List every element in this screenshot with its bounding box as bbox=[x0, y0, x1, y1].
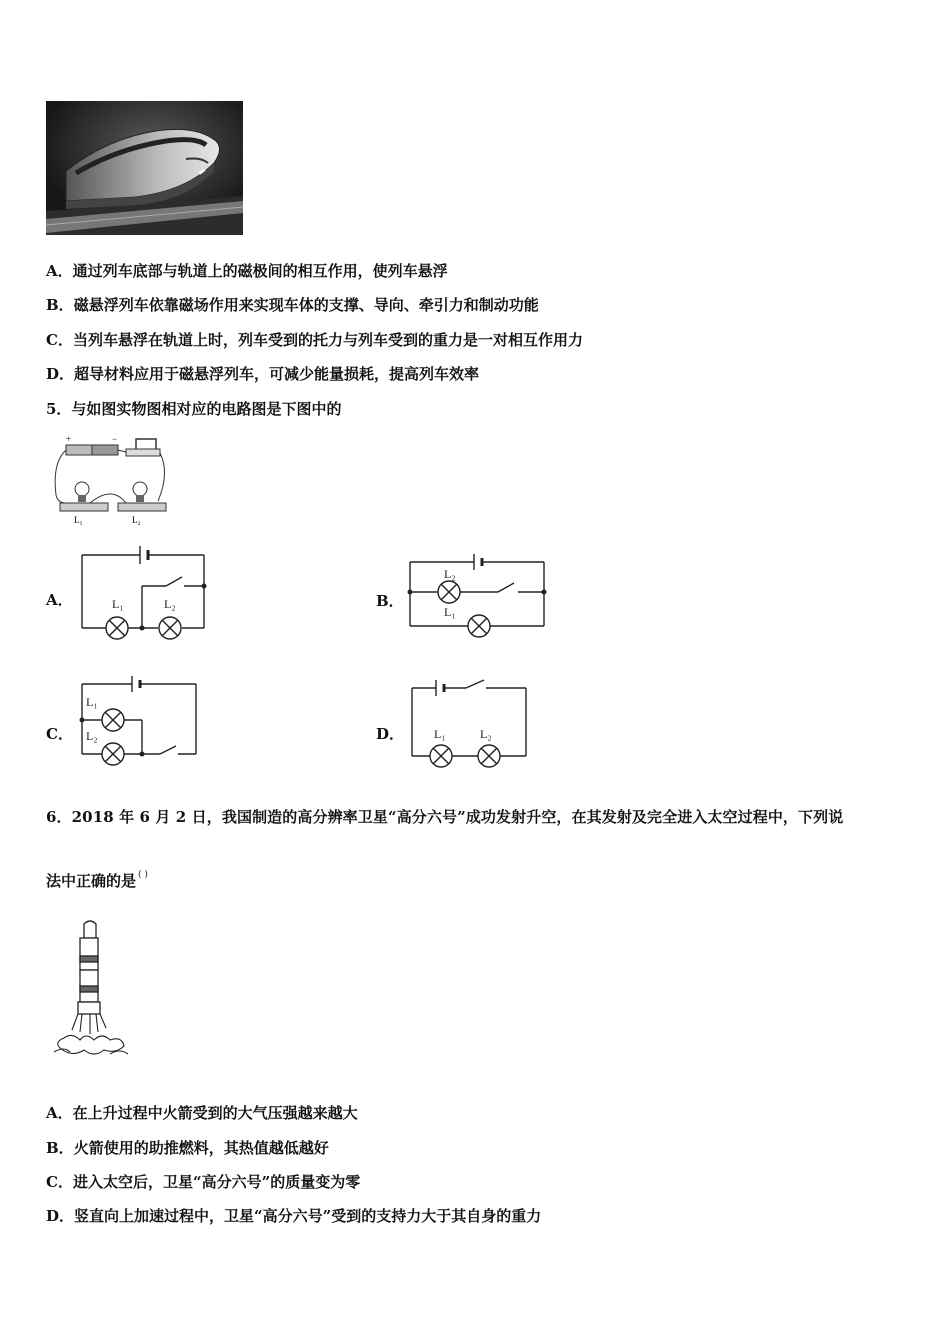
q6-stem-text: 法中正确的是 bbox=[46, 872, 137, 890]
q5-option-a-diagram bbox=[78, 540, 208, 640]
option-letter: D． bbox=[46, 1207, 75, 1225]
q4-option-d bbox=[46, 363, 479, 384]
q4-option-c bbox=[46, 329, 583, 350]
option-letter: C． bbox=[46, 1173, 73, 1191]
option-text: 通过列车底部与轨道上的磁极间的相互作用，使列车悬浮 bbox=[72, 262, 448, 280]
q4-option-b bbox=[46, 294, 539, 315]
option-letter: C． bbox=[46, 331, 73, 349]
q5-option-d-letter: D． bbox=[376, 725, 405, 743]
q5-stem: 5．与如图实物图相对应的电路图是下图中的 bbox=[46, 400, 342, 418]
q5-option-c-diagram bbox=[76, 672, 202, 770]
option-text: 在上升过程中火箭受到的大气压强越来越大 bbox=[72, 1104, 358, 1122]
option-text: 进入太空后，卫星“高分六号”的质量变为零 bbox=[72, 1173, 361, 1191]
option-text: 竖直向上加速过程中，卫星“高分六号”受到的支持力大于其自身的重力 bbox=[74, 1207, 542, 1225]
option-letter: A． bbox=[46, 262, 73, 280]
q6-option-b bbox=[46, 1137, 329, 1158]
option-b-l2-label: L₂ bbox=[444, 567, 456, 581]
battery-plus-label: + bbox=[66, 434, 72, 444]
q6-option-c bbox=[46, 1171, 360, 1192]
q5-option-c-letter: C． bbox=[46, 725, 73, 743]
q6-stem-line2 bbox=[46, 870, 148, 891]
physical-circuit-figure bbox=[52, 433, 170, 527]
physical-l2-label: L₂ bbox=[132, 515, 141, 525]
q5-option-b-letter: B． bbox=[376, 592, 404, 610]
physical-l1-label: L₁ bbox=[74, 515, 83, 525]
option-text: 超导材料应用于磁悬浮列车，可减少能量损耗，提高列车效率 bbox=[74, 365, 480, 383]
option-letter: B． bbox=[46, 1139, 74, 1157]
option-d-l2-label: L₂ bbox=[480, 727, 492, 741]
option-letter: A． bbox=[46, 1104, 73, 1122]
option-letter: B． bbox=[46, 296, 74, 314]
q5-option-b-diagram bbox=[406, 550, 550, 644]
q6-option-a bbox=[46, 1102, 358, 1123]
option-d-l1-label: L₁ bbox=[434, 727, 446, 741]
q6-stem-line1: 6．2018 年 6 月 2 日，我国制造的高分辨率卫星“高分六号”成功发射升空，在其发射及完全进入太空过程中，下列说 bbox=[46, 808, 844, 826]
battery-minus-label: − bbox=[112, 434, 118, 444]
answer-blank-mark: ( ) bbox=[138, 870, 148, 880]
option-c-l2-label: L₂ bbox=[86, 729, 98, 743]
q6-option-d bbox=[46, 1205, 541, 1226]
option-text: 火箭使用的助推燃料，其热值越低越好 bbox=[73, 1139, 329, 1157]
option-a-l1-label: L₁ bbox=[112, 597, 124, 611]
q4-option-a bbox=[46, 260, 448, 281]
q5-option-d-diagram bbox=[406, 676, 532, 772]
q5-option-a-letter: A． bbox=[46, 591, 73, 609]
rocket-figure bbox=[50, 920, 130, 1062]
option-c-l1-label: L₁ bbox=[86, 695, 98, 709]
option-text: 磁悬浮列车依靠磁场作用来实现车体的支撑、导向、牵引力和制动功能 bbox=[73, 296, 539, 314]
option-a-l2-label: L₂ bbox=[164, 597, 176, 611]
option-letter: D． bbox=[46, 365, 75, 383]
option-b-l1-label: L₁ bbox=[444, 605, 456, 619]
option-text: 当列车悬浮在轨道上时，列车受到的托力与列车受到的重力是一对相互作用力 bbox=[72, 331, 583, 349]
maglev-train-photo bbox=[46, 101, 243, 235]
